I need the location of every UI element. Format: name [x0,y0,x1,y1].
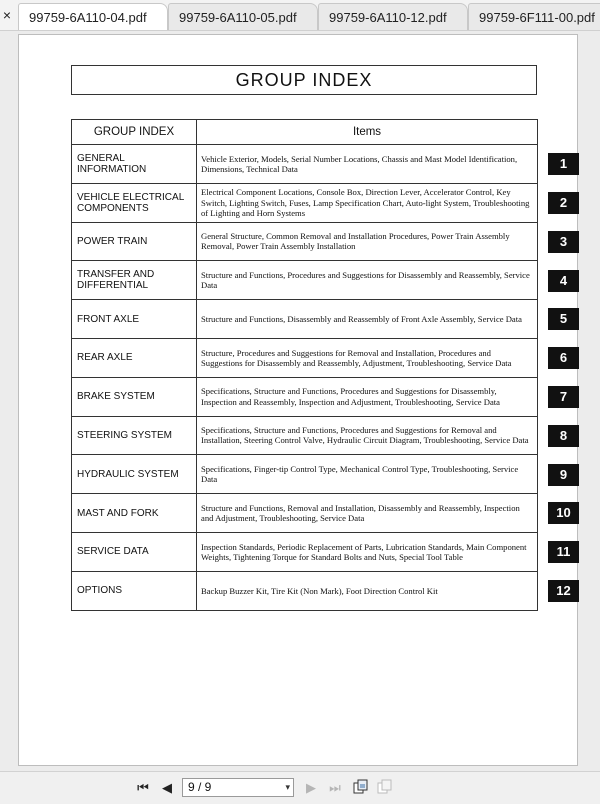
group-items: General Structure, Common Removal and Installation Procedures, Power Train Assembly Removal, Power Train Assembly Installation [197,222,538,261]
group-name: STEERING SYSTEM [72,416,197,455]
group-items: Structure, Procedures and Suggestions for Removal and Installation, Procedures and Suggestions for Disassembly and Reassembly, Adjustment, Troubleshooting, Service Data [197,338,538,377]
section-tab-1[interactable]: 1 [548,153,579,175]
pdf-page [18,34,578,766]
tab-doc-4[interactable]: 99759-6F111-00.pdf [468,3,600,30]
group-items: Inspection Standards, Periodic Replacement of Parts, Lubrication Standards, Main Component Weights, Tightening Torque for Standard Bolts and Nuts, Special Tool Table [197,532,538,571]
close-tab-icon[interactable]: × [2,7,12,23]
group-items: Structure and Functions, Disassembly and Reassembly of Front Axle Assembly, Service Data [197,300,538,339]
section-tab-2[interactable]: 2 [548,192,579,214]
table-row [72,377,538,416]
table-row [72,571,538,610]
group-name: MAST AND FORK [72,494,197,533]
page-number-select[interactable] [182,778,294,797]
group-index-table [71,119,538,611]
group-name: OPTIONS [72,571,197,610]
section-tab-12[interactable]: 12 [548,580,579,602]
previous-page-icon[interactable]: ◀ [162,780,172,795]
page-title: GROUP INDEX [71,65,537,95]
table-row [72,494,538,533]
tab-doc-2[interactable]: 99759-6A110-05.pdf [168,3,318,30]
group-items: Structure and Functions, Removal and Installation, Disassembly and Reassembly, Inspection and Adjustment, Troubleshooting, Service Data [197,494,538,533]
section-tab-10[interactable]: 10 [548,502,579,524]
section-tab-11[interactable]: 11 [548,541,579,563]
group-name: BRAKE SYSTEM [72,377,197,416]
table-row [72,416,538,455]
copy-icon [353,779,369,795]
group-name: HYDRAULIC SYSTEM [72,455,197,494]
group-items: Backup Buzzer Kit, Tire Kit (Non Mark), Foot Direction Control Kit [197,571,538,610]
table-row [72,455,538,494]
navigation-toolbar [0,771,600,804]
table-header-row [72,120,538,145]
header-items: Items [197,120,538,145]
section-tab-3[interactable]: 3 [548,231,579,253]
table-row [72,338,538,377]
group-name: SERVICE DATA [72,532,197,571]
group-name: GENERAL INFORMATION [72,145,197,184]
group-name: POWER TRAIN [72,222,197,261]
section-tab-6[interactable]: 6 [548,347,579,369]
next-page-icon[interactable]: ▶ [306,780,316,795]
section-tab-5[interactable]: 5 [548,308,579,330]
header-group-index: GROUP INDEX [72,120,197,145]
last-page-icon[interactable]: ⏭ [329,780,341,795]
table-row [72,222,538,261]
group-name: TRANSFER AND DIFFERENTIAL [72,261,197,300]
chevron-down-icon: ▾ [285,782,290,792]
section-tab-4[interactable]: 4 [548,270,579,292]
document-viewer[interactable] [0,31,600,771]
tab-doc-1[interactable]: 99759-6A110-04.pdf [18,3,168,30]
page-indicator: 9 / 9 [188,780,212,794]
group-name: FRONT AXLE [72,300,197,339]
group-items: Specifications, Structure and Functions, Procedures and Suggestions for Removal and Installation, Steering Control Valve, Hydraulic Circuit Diagram, Troubleshooting, Service Data [197,416,538,455]
table-row [72,261,538,300]
paste-page-icon[interactable] [376,779,394,797]
section-tab-8[interactable]: 8 [548,425,579,447]
group-name: VEHICLE ELECTRICAL COMPONENTS [72,183,197,222]
group-items: Vehicle Exterior, Models, Serial Number Locations, Chassis and Mast Model Identification, Dimensions, Technical Data [197,145,538,184]
tab-doc-3[interactable]: 99759-6A110-12.pdf [318,3,468,30]
table-row [72,300,538,339]
group-items: Structure and Functions, Procedures and Suggestions for Disassembly and Reassembly, Service Data [197,261,538,300]
group-items: Electrical Component Locations, Console Box, Direction Lever, Accelerator Control, Key Switch, Lighting Switch, Fuses, Lamp Specification Chart, Auto-light System, Troubleshooting of Lighting and Horn Systems [197,183,538,222]
table-row [72,532,538,571]
first-page-icon[interactable]: ⏮ [137,780,149,795]
group-name: REAR AXLE [72,338,197,377]
table-row [72,183,538,222]
group-items: Specifications, Finger-tip Control Type, Mechanical Control Type, Troubleshooting, Service Data [197,455,538,494]
section-tab-9[interactable]: 9 [548,464,579,486]
paste-icon [377,779,393,795]
tab-bar [0,0,600,31]
section-tab-7[interactable]: 7 [548,386,579,408]
copy-page-icon[interactable] [352,779,370,797]
group-items: Specifications, Structure and Functions, Procedures and Suggestions for Disassembly, Inspection and Reassembly, Inspection and Adjustment, Troubleshooting, Service Data [197,377,538,416]
table-row [72,145,538,184]
